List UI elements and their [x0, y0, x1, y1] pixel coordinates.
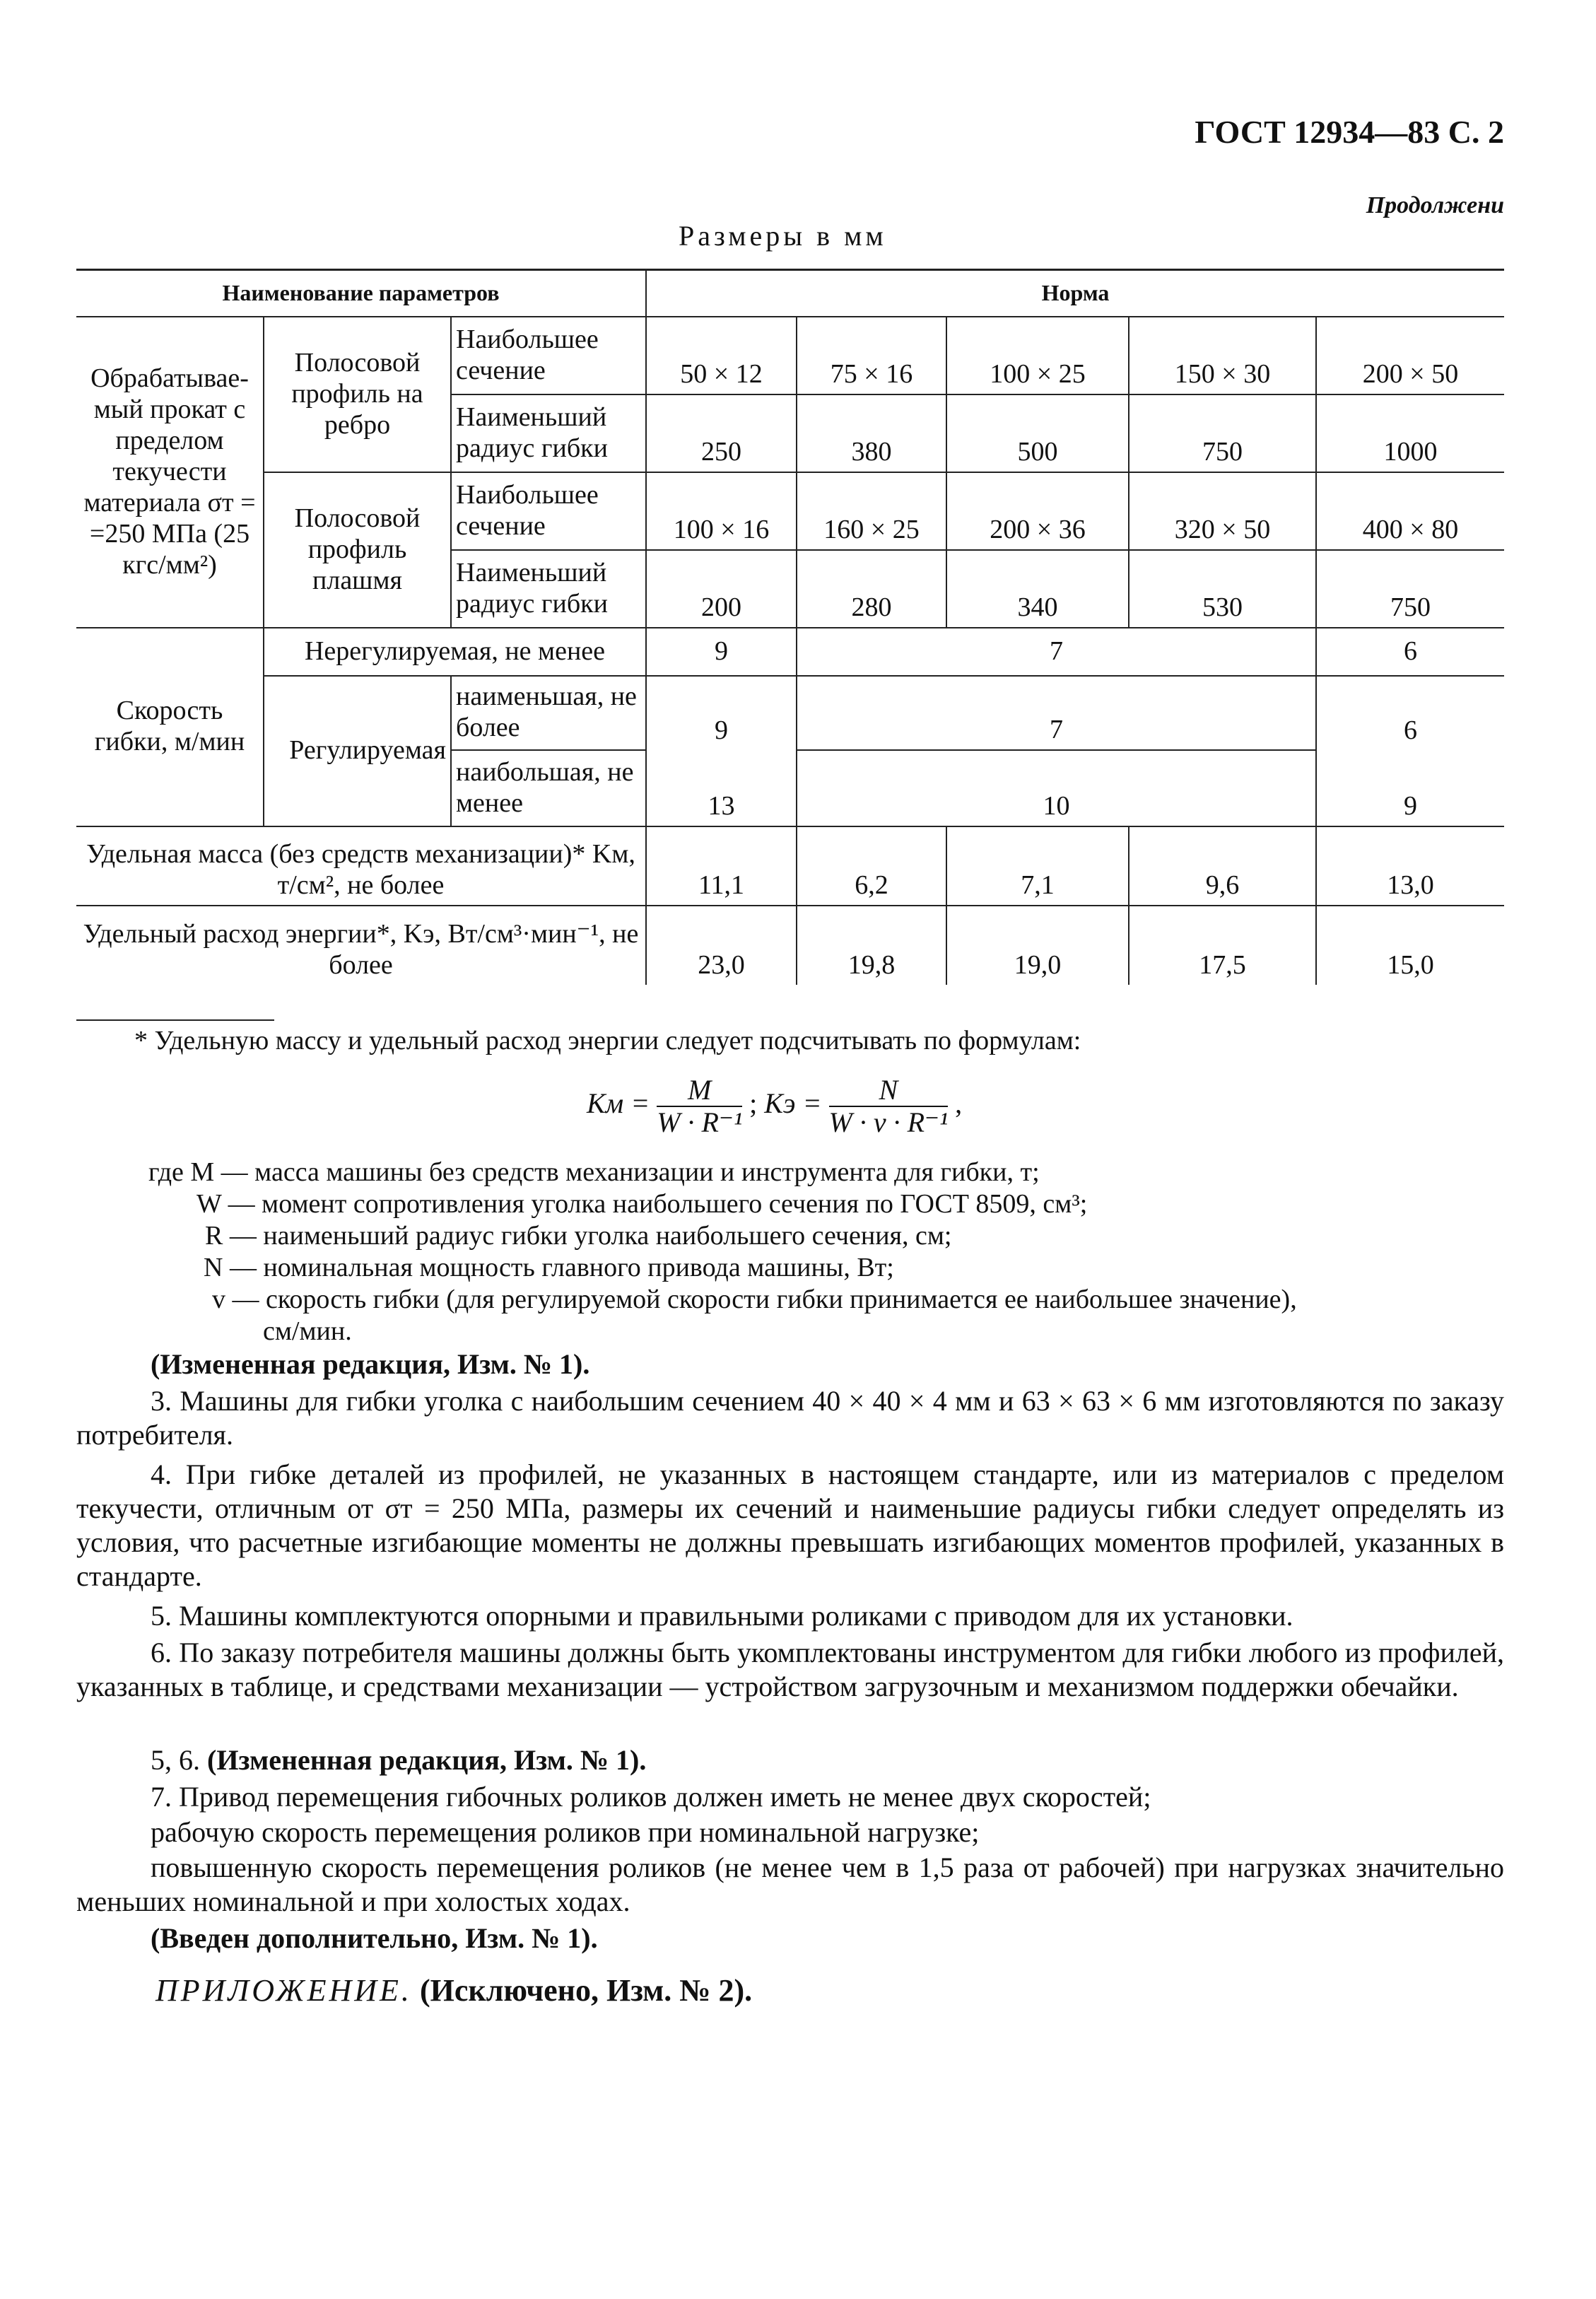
table-cell: 9	[646, 676, 797, 750]
rolled-material-label: Обрабатывае-мый прокат с пределом текучести материала σт = =250 МПа (25 кгс/мм²)	[76, 317, 264, 628]
paragraph-4: 4. При гибке деталей из профилей, не указанных в настоящем стандарте, или из материалов с пределом текучести, отличным от σт = 250 МПа, размеры их сечений и наименьшие радиусы гибки следует определять из условия, что расчетные изгибающие моменты не должны превышать изгибающих моментов профилей, указанных в стандарте.	[76, 1458, 1504, 1592]
definition-r: R — наименьший радиус гибки уголка наибольшего сечения, см;	[205, 1221, 952, 1251]
table-cell: 9	[646, 628, 797, 676]
amendment-note-56	[151, 1743, 646, 1777]
paragraph-7a: рабочую скорость перемещения роликов при номинальной нагрузке;	[151, 1816, 980, 1848]
table-cell: 11,1	[646, 826, 797, 906]
appendix-line	[156, 1972, 752, 2008]
definition-v-unit: см/мин.	[263, 1316, 352, 1346]
added-note: (Введен дополнительно, Изм. № 1).	[151, 1922, 598, 1954]
regulated-label: Регулируемая	[264, 676, 451, 826]
paragraph-6: 6. По заказу потребителя машины должны быть укомплектованы инструментом для гибки любого из профилей, указанных в таблице, и средствами механизации — устройством загрузочным и механизмом поддержки обечайки.	[76, 1637, 1504, 1702]
footnote-divider	[76, 1019, 274, 1021]
table-cell: 100 × 16	[646, 472, 797, 550]
table-cell: 7	[797, 628, 1316, 676]
table-cell: 6	[1404, 715, 1418, 745]
largest-speed-label: наибольшая, не менее	[451, 750, 646, 826]
amendment-text: (Измененная редакция, Изм. № 1).	[207, 1744, 647, 1776]
table-cell: 23,0	[646, 906, 797, 985]
footnote: * Удельную массу и удельный расход энергии следует подсчитывать по формулам:	[134, 1026, 1081, 1055]
formula-km-label: Kм =	[587, 1087, 650, 1120]
table-cell: 150 × 30	[1129, 317, 1316, 394]
table-cell: 200	[646, 550, 797, 628]
formula-separator: ;	[749, 1087, 758, 1120]
table-cell: 13	[646, 750, 797, 826]
table-cell: 530	[1129, 550, 1316, 628]
continued-label: Продолжени	[1366, 192, 1504, 218]
table-cell: 500	[946, 394, 1129, 472]
definition-n: N — номинальная мощность главного привода машины, Вт;	[204, 1253, 894, 1282]
paragraph-3: 3. Машины для гибки уголка с наибольшим сечением 40 × 40 × 4 мм и 63 × 63 × 6 мм изготовляются по заказу потребителя.	[76, 1385, 1504, 1451]
table-cell: 280	[797, 550, 946, 628]
table-cell: 200 × 36	[946, 472, 1129, 550]
table-cell: 320 × 50	[1129, 472, 1316, 550]
document-header: ГОСТ 12934—83 С. 2	[1195, 114, 1504, 150]
formula	[587, 1075, 1011, 1145]
definition-w: W — момент сопротивления уголка наибольшего сечения по ГОСТ 8509, см³;	[196, 1189, 1088, 1219]
specific-energy-label: Удельный расход энергии*, Kэ, Вт/см³·мин⁻¹, не более	[76, 906, 646, 985]
table-cell: 17,5	[1129, 906, 1316, 985]
edge-profile-label: Полосовой профиль на ребро	[264, 317, 451, 472]
table-cell: 400 × 80	[1316, 472, 1504, 550]
formula-km-fraction	[657, 1075, 742, 1138]
amendment-note: (Измененная редакция, Изм. № 1).	[151, 1348, 590, 1380]
table-cell: 250	[646, 394, 797, 472]
appendix-title: ПРИЛОЖЕНИЕ.	[156, 1973, 412, 2008]
smallest-speed-label: наименьшая, не более	[451, 676, 646, 750]
table-cell: 160 × 25	[797, 472, 946, 550]
table-cell: 9,6	[1129, 826, 1316, 906]
formula-end: ,	[955, 1087, 963, 1120]
table-cell: 19,8	[797, 906, 946, 985]
smallest-radius-label: Наименьший радиус гибки	[451, 394, 646, 472]
table-cell: 50 × 12	[646, 317, 797, 394]
formula-ke-numerator: N	[829, 1075, 949, 1107]
header-norm: Норма	[646, 270, 1504, 317]
table-cell: 750	[1316, 550, 1504, 628]
table-cell: 10	[797, 750, 1316, 826]
largest-section-label: Наибольшее сечение	[451, 317, 646, 394]
table-cell: 19,0	[946, 906, 1129, 985]
specific-mass-label: Удельная масса (без средств механизации)* Kм, т/см², не более	[76, 826, 646, 906]
table-cell: 200 × 50	[1316, 317, 1504, 394]
table-cell: 340	[946, 550, 1129, 628]
parameters-table	[76, 269, 1504, 985]
table-cell: 1000	[1316, 394, 1504, 472]
formula-ke-denominator: W · v · R⁻¹	[828, 1106, 949, 1138]
appendix-note: (Исключено, Изм. № 2).	[419, 1973, 753, 2008]
formula-ke-label: Kэ =	[764, 1087, 822, 1120]
formula-ke-fraction	[829, 1075, 949, 1138]
paragraph-7b: повышенную скорость перемещения роликов (не менее чем в 1,5 раза от рабочей) при нагрузках значительно меньших номинальной и при холостых ходах.	[76, 1852, 1504, 1917]
table-cell: 6,2	[797, 826, 946, 906]
speed-label: Скорость гибки, м/мин	[76, 628, 264, 826]
table-cell: 75 × 16	[797, 317, 946, 394]
table-cell: 7,1	[946, 826, 1129, 906]
table-cell: 6	[1316, 628, 1504, 676]
units-caption: Размеры в мм	[679, 220, 887, 252]
smallest-radius-label: Наименьший радиус гибки	[451, 550, 646, 628]
unregulated-label: Нерегулируемая, не менее	[264, 628, 646, 676]
table-cell: 9	[1316, 750, 1504, 826]
table-cell: 100 × 25	[946, 317, 1129, 394]
flat-profile-label: Полосовой профиль плашмя	[264, 472, 451, 628]
table-cell: 13,0	[1316, 826, 1504, 906]
formula-km-denominator: W · R⁻¹	[657, 1106, 743, 1138]
table-cell: 750	[1129, 394, 1316, 472]
amendment-prefix: 5, 6.	[151, 1744, 200, 1776]
table-cell: 7	[797, 676, 1316, 750]
definition-m: где M — масса машины без средств механизации и инструмента для гибки, т;	[148, 1157, 1040, 1187]
formula-km-numerator: M	[657, 1075, 742, 1107]
paragraph-5: 5. Машины комплектуются опорными и правильными роликами с приводом для их установки.	[151, 1600, 1293, 1632]
paragraph-7: 7. Привод перемещения гибочных роликов должен иметь не менее двух скоростей;	[151, 1781, 1151, 1813]
definition-v: v — скорость гибки (для регулируемой скорости гибки принимается ее наибольшее значение),	[212, 1285, 1297, 1314]
largest-section-label: Наибольшее сечение	[451, 472, 646, 550]
table-cell: 380	[797, 394, 946, 472]
header-parameters: Наименование параметров	[76, 270, 646, 317]
table-cell: 15,0	[1387, 949, 1434, 980]
